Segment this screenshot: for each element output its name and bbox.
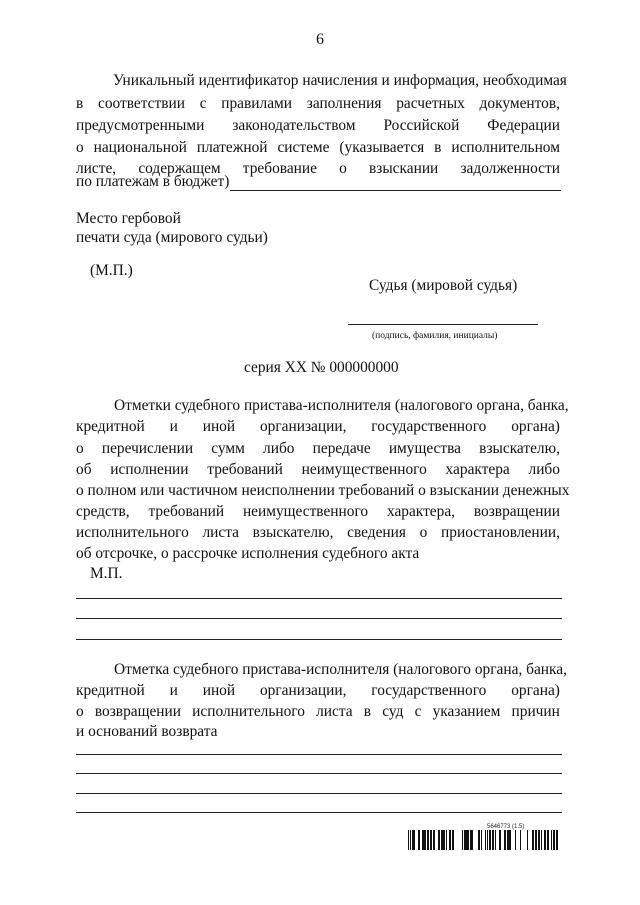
barcode-bar: [481, 830, 482, 850]
word: указанием: [432, 703, 501, 720]
word: причин: [511, 703, 560, 720]
word: исполнительного: [76, 524, 189, 541]
barcode-bar: [443, 830, 445, 850]
word: в: [363, 703, 372, 720]
mp-label: (М.П.): [90, 262, 133, 279]
barcode-bar: [452, 830, 453, 850]
word: передаче: [312, 440, 371, 457]
barcode-bar: [520, 830, 521, 850]
word: документов,: [479, 95, 560, 112]
signature-caption: (подпись, фамилия, инициалы): [372, 331, 498, 341]
return-fill-line-2: [76, 773, 562, 774]
word: иной: [202, 682, 236, 699]
bailiff-line-2: [76, 418, 560, 436]
word: имущества: [388, 440, 462, 457]
barcode-bar: [412, 830, 413, 850]
barcode-bar: [441, 830, 443, 850]
bailiff-line-6: [76, 503, 560, 521]
bailiff-fill-line-2: [76, 618, 562, 619]
bailiff-line-3: [76, 440, 560, 458]
word: взыскателю,: [252, 524, 334, 541]
barcode-bar: [418, 830, 420, 850]
word: листе,: [76, 160, 117, 177]
word: (указывается: [339, 139, 425, 156]
barcode-bar: [544, 830, 546, 850]
word: и: [169, 418, 178, 435]
barcode-bar: [430, 830, 432, 850]
barcode-bar: [535, 830, 537, 850]
word: организации,: [259, 682, 347, 699]
word: исполнительного: [192, 703, 305, 720]
word: иной: [202, 418, 236, 435]
barcode-bar: [515, 830, 516, 850]
word: в: [434, 139, 442, 156]
word: содержащем: [138, 160, 221, 177]
word: о: [76, 139, 84, 156]
identifier-line-4: [76, 139, 560, 157]
barcode-bar: [547, 830, 549, 850]
barcode-bar: [499, 830, 501, 850]
barcode-bar: [449, 830, 451, 850]
bailiff-mp: М.П.: [90, 565, 123, 582]
word: требований: [207, 461, 283, 478]
word: взыскании: [368, 160, 439, 177]
barcode-bar: [495, 830, 496, 850]
barcode-bar: [427, 830, 429, 850]
return-fill-line-4: [76, 812, 562, 813]
barcode-bar: [492, 830, 494, 850]
barcode-bar: [413, 830, 415, 850]
barcode-bar: [433, 830, 435, 850]
word: национальной: [93, 139, 187, 156]
barcode-bar: [465, 830, 467, 850]
barcode-number: 5646773 (1.5): [487, 824, 525, 830]
identifier-line-6: по платежам в бюджет): [76, 173, 230, 190]
bailiff-line-8: об отсрочке, о рассрочке исполнения судебного акта: [76, 545, 420, 562]
barcode-bar: [508, 830, 509, 850]
barcode-bar: [470, 830, 471, 850]
word: требований: [148, 503, 225, 520]
word: о: [76, 440, 84, 457]
word: неимущественного: [242, 503, 369, 520]
return-fill-line-1: [76, 754, 562, 755]
return-fill-line-3: [76, 793, 562, 794]
return-line-3: [76, 703, 560, 721]
barcode-bar: [509, 830, 511, 850]
barcode-bar: [505, 830, 506, 850]
word: законодательством: [232, 117, 356, 134]
bailiff-fill-line-3: [76, 639, 562, 640]
barcode-bar: [553, 830, 554, 850]
word: перечислении: [101, 440, 194, 457]
barcode-bar: [527, 830, 528, 850]
word: правилами: [221, 95, 293, 112]
word: об: [76, 461, 92, 478]
return-line-2: [76, 682, 560, 700]
barcode-bar: [410, 830, 411, 850]
word: о: [339, 160, 347, 177]
identifier-line-2: [76, 95, 560, 113]
word: органа): [511, 682, 560, 699]
barcode-bar: [422, 830, 423, 850]
barcode-bar: [424, 830, 426, 850]
word: государственного: [371, 682, 487, 699]
barcode-bar: [438, 830, 440, 850]
word: о: [76, 703, 84, 720]
word: в: [76, 95, 84, 112]
bailiff-fill-line-1: [76, 598, 562, 599]
barcode-bar: [485, 830, 486, 850]
identifier-line-3: [76, 117, 560, 135]
barcode-image: [408, 830, 560, 850]
word: исполнительном: [451, 139, 560, 156]
barcode-bar: [490, 830, 491, 850]
word: характера: [445, 461, 510, 478]
word: с: [414, 703, 422, 720]
word: средств,: [76, 503, 130, 520]
word: приостановлении,: [441, 524, 560, 541]
word: задолженности: [460, 160, 560, 177]
return-line-4: и оснований возврата: [76, 723, 218, 740]
word: сведения: [347, 524, 406, 541]
barcode-bar: [504, 830, 505, 850]
word: и: [169, 682, 178, 699]
word: системе: [277, 139, 330, 156]
word: взыскателю,: [479, 440, 560, 457]
word: с: [199, 95, 207, 112]
signature-line: [348, 324, 538, 325]
barcode-bar: [487, 830, 488, 850]
word: возвращении: [94, 703, 181, 720]
word: сумм: [211, 440, 245, 457]
barcode-bar: [471, 830, 473, 850]
barcode-bar: [464, 830, 465, 850]
word: Российской: [383, 117, 460, 134]
barcode-bar: [408, 830, 409, 850]
word: кредитной: [76, 418, 145, 435]
barcode-bar: [556, 830, 558, 850]
barcode-bar: [423, 830, 424, 850]
word: неимущественного: [301, 461, 427, 478]
page-number: 6: [316, 31, 324, 48]
word: исполнении: [110, 461, 189, 478]
barcode-bar: [489, 830, 490, 850]
bailiff-line-4: [76, 461, 560, 479]
barcode-bar: [478, 830, 480, 850]
word: кредитной: [76, 682, 145, 699]
barcode-bar: [446, 830, 447, 850]
barcode-bar: [507, 830, 508, 850]
barcode-bar: [551, 830, 552, 850]
barcode-bar: [467, 830, 468, 850]
word: либо: [528, 461, 560, 478]
series-number: серия XX № 000000000: [244, 359, 399, 376]
bailiff-line-5: о полном или частичном неисполнении требований о взыскании денежных: [76, 482, 570, 499]
word: о: [419, 524, 428, 541]
return-line-1: Отметка судебного пристава-исполнителя (налогового органа, банка,: [114, 661, 567, 678]
barcode-bar: [462, 830, 463, 850]
word: листа: [202, 524, 239, 541]
seal-place-line-1: Место гербовой: [76, 210, 181, 227]
identifier-fill-line: [230, 190, 561, 191]
word: государственного: [371, 418, 487, 435]
barcode-bar: [554, 830, 555, 850]
word: расчетных: [396, 95, 465, 112]
barcode-bar: [453, 830, 454, 850]
barcode-bar: [538, 830, 540, 850]
bailiff-line-7: [76, 524, 560, 542]
word: заполнения: [306, 95, 382, 112]
word: Федерации: [487, 117, 560, 134]
word: платежной: [196, 139, 268, 156]
word: соответствии: [98, 95, 185, 112]
judge-label: Судья (мировой судья): [369, 277, 518, 294]
word: требование: [242, 160, 317, 177]
seal-place-line-2: печати суда (мирового судьи): [76, 229, 268, 246]
word: организации,: [259, 418, 347, 435]
word: листа: [316, 703, 353, 720]
word: возвращении: [473, 503, 560, 520]
barcode-bar: [532, 830, 534, 850]
word: либо: [263, 440, 295, 457]
barcode-bar: [468, 830, 469, 850]
word: органа): [511, 418, 560, 435]
barcode-bar: [541, 830, 542, 850]
word: суд: [382, 703, 404, 720]
bailiff-line-1: Отметки судебного пристава-исполнителя (налогового органа, банка,: [114, 397, 569, 414]
identifier-line-1: Уникальный идентификатор начисления и информация, необходимая: [113, 72, 567, 89]
word: предусмотренными: [76, 117, 205, 134]
word: характера,: [386, 503, 456, 520]
